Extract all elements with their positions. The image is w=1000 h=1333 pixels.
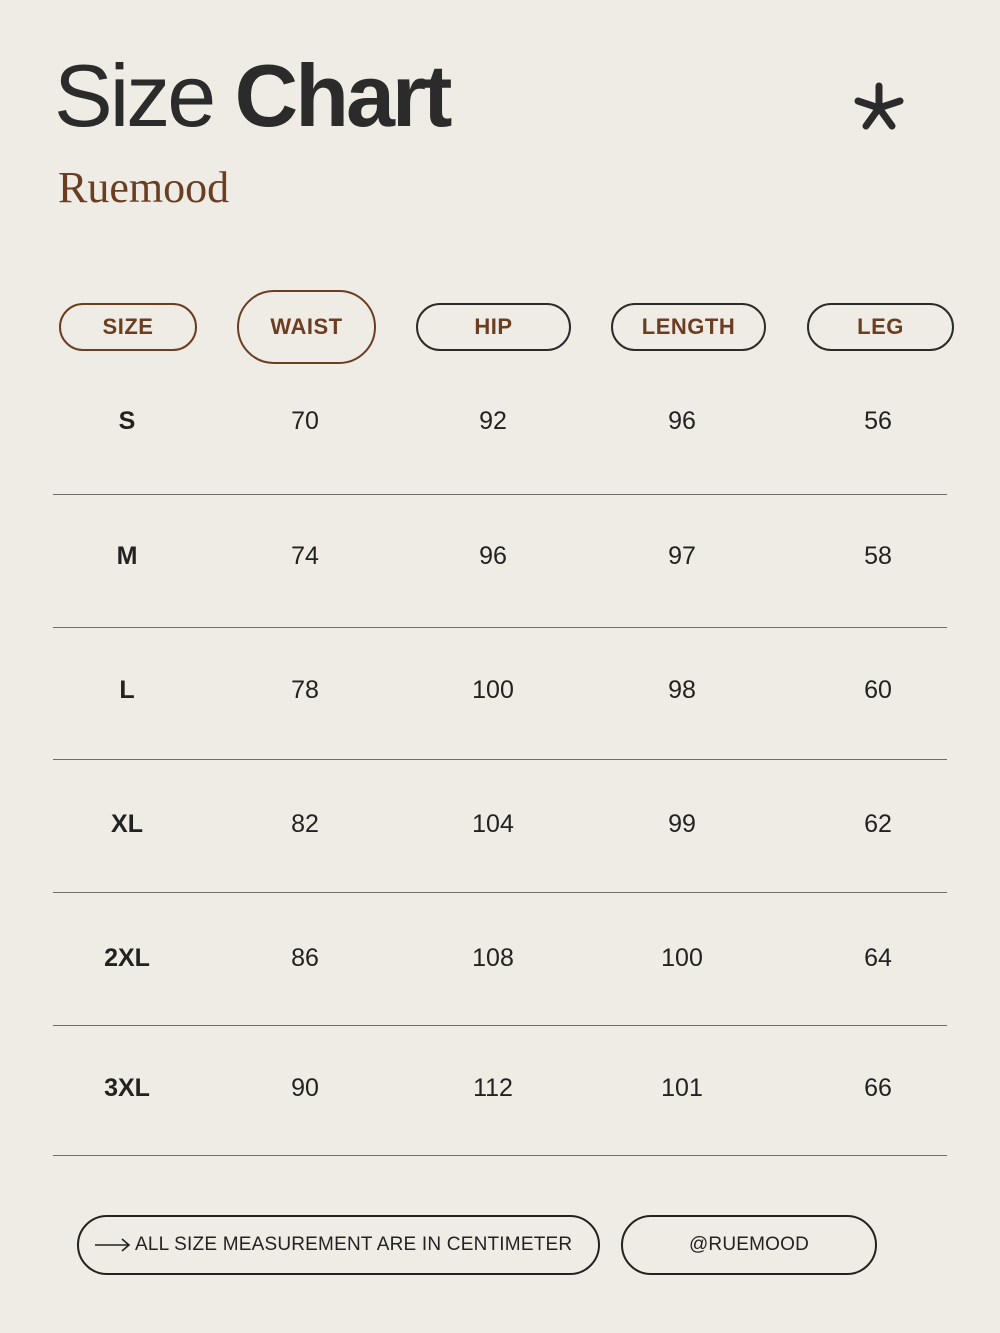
row-divider [53, 892, 947, 893]
header-hip: HIP [416, 303, 571, 351]
table-cell: 3XL [104, 1074, 150, 1102]
table-cell: S [118, 407, 136, 435]
table-cell: 108 [472, 944, 514, 972]
row-divider [53, 1155, 947, 1156]
table-cell: XL [111, 810, 143, 838]
table-cell: 86 [291, 944, 319, 972]
table-cell: 70 [291, 407, 319, 435]
row-divider [53, 1025, 947, 1026]
table-cell: 82 [291, 810, 319, 838]
table-cell: 60 [864, 676, 892, 704]
table-cell: 64 [864, 944, 892, 972]
table-cell: 112 [473, 1074, 513, 1102]
table-cell: M [116, 542, 138, 570]
header-length: LENGTH [611, 303, 766, 351]
table-cell: 58 [864, 542, 892, 570]
header-leg: LEG [807, 303, 954, 351]
measurement-note-text: ALL SIZE MEASUREMENT ARE IN CENTIMETER [135, 1234, 573, 1255]
header-waist: WAIST [237, 290, 376, 364]
row-divider [53, 627, 947, 628]
table-cell: 98 [668, 676, 696, 704]
header-size: SIZE [59, 303, 197, 351]
measurement-note [77, 1215, 600, 1275]
page-title [54, 46, 450, 145]
arrow-right-icon [95, 1238, 131, 1252]
brand-name: Ruemood [58, 163, 230, 212]
table-cell: 96 [668, 407, 696, 435]
row-divider [53, 494, 947, 495]
table-cell: L [119, 676, 135, 704]
table-cell: 92 [479, 407, 507, 435]
table-cell: 100 [472, 676, 514, 704]
asterisk-icon [849, 78, 909, 138]
table-cell: 56 [864, 407, 892, 435]
table-cell: 101 [661, 1074, 703, 1102]
table-cell: 104 [472, 810, 514, 838]
table-cell: 96 [479, 542, 507, 570]
table-cell: 97 [668, 542, 696, 570]
social-handle: @RUEMOOD [621, 1215, 877, 1275]
row-divider [53, 759, 947, 760]
table-cell: 90 [291, 1074, 319, 1102]
title-light: Size [54, 46, 214, 145]
table-cell: 2XL [104, 944, 150, 972]
table-cell: 78 [291, 676, 319, 704]
table-cell: 62 [864, 810, 892, 838]
table-cell: 66 [864, 1074, 892, 1102]
table-cell: 74 [291, 542, 319, 570]
title-bold: Chart [234, 46, 450, 145]
table-cell: 100 [661, 944, 703, 972]
table-cell: 99 [668, 810, 696, 838]
